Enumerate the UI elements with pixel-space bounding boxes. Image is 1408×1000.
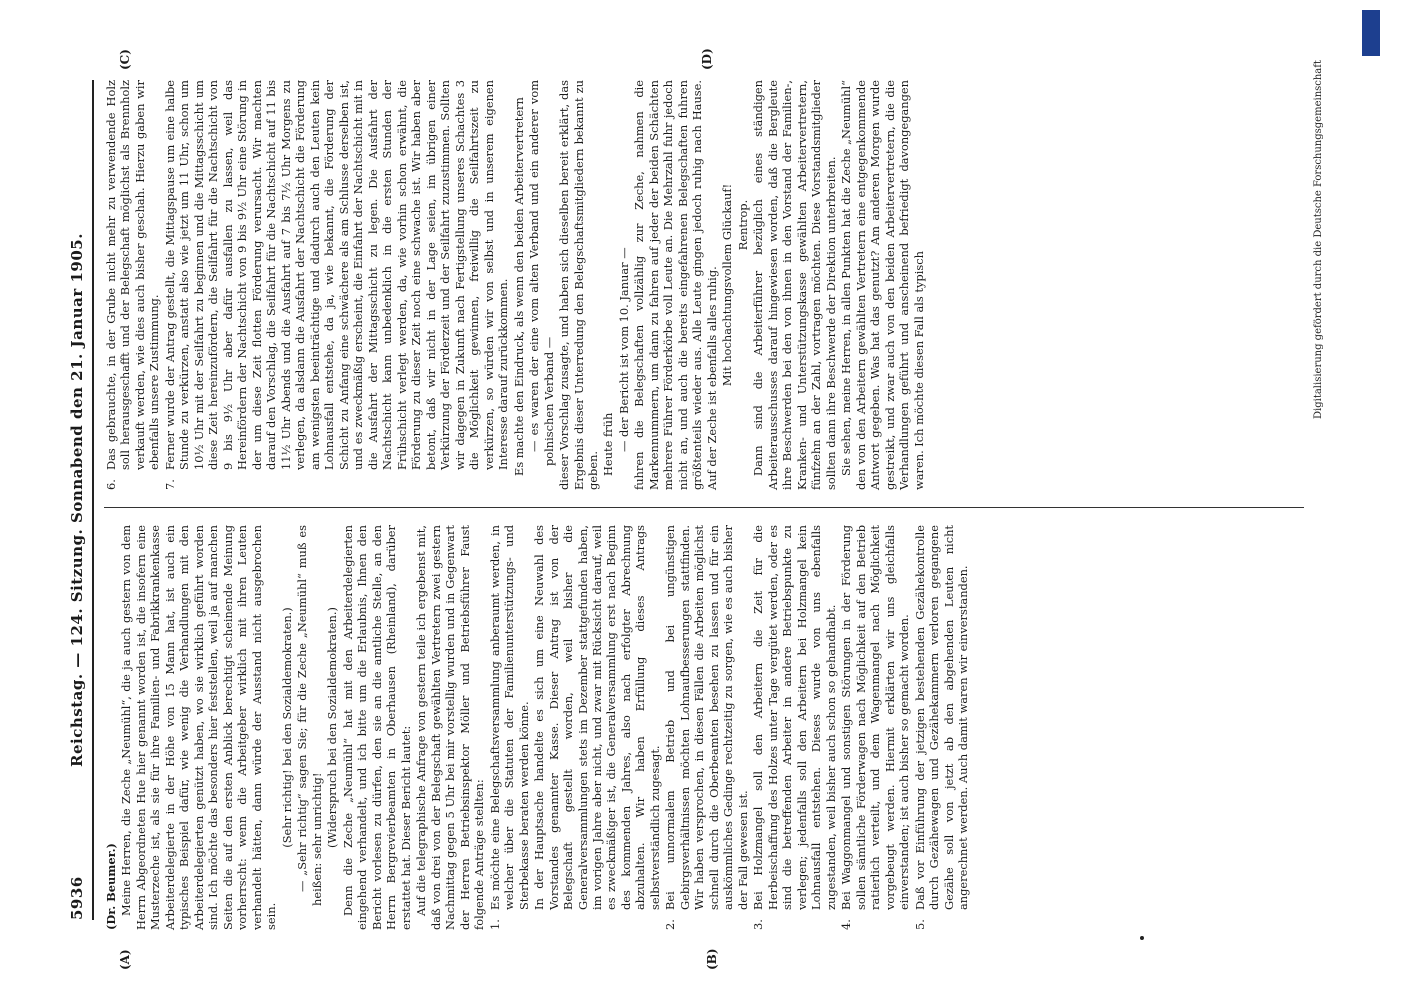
- demands-list: [488, 525, 971, 930]
- paragraph: Denn die Zeche „Neumühl“ hat mit den Arbeiterdelegierten eingehend verhandelt, und ich bitte um die Erlaubnis, Ihnen den Bericht vorlesen zu dürfen, den sie an die amtliche Stelle, an den Herrn Bergrevierbeamten in Oberhausen (Rheinland), darüber erstattet hat. Dieser Bericht lautet:: [340, 525, 413, 930]
- dfg-logo: DFG: [1362, 10, 1380, 56]
- interjection: (Sehr richtig! bei den Sozialdemokraten.): [279, 607, 294, 848]
- paragraph: Heute früh: [601, 412, 616, 476]
- paragraph: Dann sind die Arbeiterführer bezüglich eines ständigen Arbeiterausschusses darauf hingewiesen worden, daß die Bergleute ihre Beschwerden bei den von ihnen in den Vorstand der Familien-, Kranken- und Unterstützungskasse gewählten Arbeitervertretern, fünfzehn an der Zahl, vortragen möchten. Diese Vorstandsmitglieder sollten dann ihre Beschwerde der Direktion unterbreiten.: [751, 80, 838, 490]
- list-item: [488, 525, 531, 930]
- item-text: Ferner wurde der Antrag gestellt, die Mittagspause um eine halbe Stunde zu verkürzen, anstatt also wie jetzt um 11 Uhr, schon um 10½ Uhr mit der Seilfahrt zu beginnen und die Mittagsschicht um diese Zeit hereinzufördern, die Seilfahrt für die Nachtschicht von 9 bis 9½ Uhr aber dafür ausfallen zu lassen, weil das Hereinfördern der Nachtschicht von 9 bis 9½ Uhr eine Störung in der um diese Zeit flotten Förderung verursacht. Wir machten darauf den Vorschlag, die Seilfahrt für die Nachtschicht auf 11 bis 11½ Uhr Abends und die Ausfahrt auf 7 bis 7½ Uhr Morgens zu verlegen, da alsdann die Ausfahrt der Nachtschicht die Förderung am wenigsten beeinträchtige und dadurch auch den Leuten kein Lohnausfall entstehe, da ja, wie bekannt, die Förderung der Schicht zu Anfang eine schwächere als am Schlusse derselben ist, und es zweckmäßig erscheint, die Einfahrt der Nachtschicht mit in die Ausfahrt der Mittagsschicht zu legen. Die Ausfahrt der Nachtschicht kann unbedenklich in die ersten Stunden der Frühschicht verlegt werden, da, wie vorhin schon erwähnt, die Förderung zu dieser Zeit noch eine schwache ist. Wir haben aber betont, daß wir nicht in der Lage seien, im übrigen einer Verkürzung der Förderzeit und der Seilfahrt zuzustimmen. Sollten wir dagegen in Zukunft nach Fertigstellung unseres Schachtes 3 die Möglichkeit gewinnen, freiwillig die Seilfahrtszeit zu verkürzen, so würden wir von selbst und in unserem eigenen Interesse darauf zurückkommen.: [162, 80, 511, 470]
- margin-letter-b: (B): [705, 948, 719, 970]
- item-number: 4.: [839, 919, 854, 930]
- item-number: 3.: [751, 919, 766, 930]
- signature: Rentrop.: [735, 199, 750, 251]
- left-column: [104, 525, 1279, 930]
- margin-letter-d: (D): [700, 48, 714, 70]
- speaker-note: (Dr. Beumer.): [104, 843, 118, 930]
- item-text: Es möchte eine Belegschaftsversammlung anberaumt werden, in welcher über die Statuten der Familienunterstützungs- und Sterbekasse beraten werden könne.: [487, 525, 531, 910]
- closing-greeting: Mit hochachtungsvollem Glückauf!: [720, 183, 735, 387]
- item-number: 7.: [162, 479, 177, 490]
- interjection: — der Bericht ist vom 10. Januar —: [616, 247, 631, 452]
- list-item: [839, 525, 911, 930]
- item-number: 5.: [912, 919, 927, 930]
- paragraph: dieser Vorschlag zusagte, und haben sich dieselben bereit erklärt, das Ergebnis dieser Unterredung den Belegschaftsmitgliedern bekannt zu geben.: [557, 80, 600, 490]
- page-header: [62, 80, 94, 920]
- digitization-credit: Digitalisierung gefördert durch die Deutsche Forschungsgemeinschaft: [1313, 60, 1324, 419]
- margin-letter-a: (A): [118, 949, 132, 970]
- running-title: Reichstag. — 124. Sitzung. Sonnabend den 21. Januar 1905.: [68, 233, 86, 767]
- item-text: Bei unnormalem Betrieb und bei ungünstigen Gebirgsverhältnissen möchten Lohnaufbesserungen stattfinden. Wir haben versprochen, in diesen Fällen die Arbeiten möglichst schnell durch die Oberbeamten besehen zu lassen und für ein auskömmliches Gedinge rechtzeitig zu sorgen, wie es auch bisher der Fall gewesen ist.: [663, 525, 750, 910]
- paragraph: Meine Herren, die Zeche „Neumühl“, die ja auch gestern von dem Herrn Abgeordneten Hue hier genannt worden ist, die insofern eine Musterzeche ist, als sie für ihre Familien- und Fabrikkrankenkasse Arbeiterdelegierte in der Höhe von 15 Mann hat, ist auch ein typisches Beispiel dafür, wie wenig die Verhandlungen mit den Arbeiterdelegierten genützt haben, wo sie wirklich geführt worden sind. Ich möchte das besonders hier feststellen, weil ja auf manchen Seiten die auf den ersten Anblick berechtigt scheinende Meinung vorherrscht: wenn die Arbeitgeber wirklich mit ihren Leuten verhandelt hätten, dann würde der Ausstand nicht ausgebrochen sein.: [119, 525, 279, 930]
- list-item: [751, 525, 838, 930]
- interjection: — es waren der eine vom alten Verband und ein anderer vom polnischen Verband —: [527, 80, 556, 466]
- item-text: Bei Holzmangel soll den Arbeitern die Zeit für die Herbeischaffung des Holzes unter Tage vergütet werden, oder es sind die betreffenden Arbeiter in andere Betriebspunkte zu verlegen; jedenfalls soll den Arbeitern bei Holzmangel kein Lohnausfall entstehen. Dieses wurde von uns ebenfalls zugestanden, weil bisher auch schon so gehandhabt.: [751, 525, 838, 910]
- demands-list-continued: [104, 80, 511, 490]
- item-number: 2.: [663, 919, 678, 930]
- margin-dot: [1140, 936, 1144, 940]
- item-text: Daß vor Einführung der jetzigen bestehenden Gezähekontrolle durch Gezähewagen und Gezähekammern verloren gegangene Gezähe soll von jetzt ab den abgehenden Leuten nicht angerechnet werden. Auch damit waren wir einverstanden.: [912, 525, 971, 910]
- paragraph: Sie sehen, meine Herren, in allen Punkten hat die Zeche „Neumühl“ den von den Arbeitern gewählten Vertretern eine entgegenkommende Antwort gegeben. Was hat das genutzt? Am anderen Morgen wurde gestreikt, und zwar auch von den beiden Arbeitervertretern, die die Verhandlungen geführt und anscheinend befriedigt davongegangen waren. Ich möchte diesen Fall als typisch: [839, 80, 926, 490]
- list-item: [663, 525, 750, 930]
- paragraph: Auf die telegraphische Anfrage von gestern teile ich ergebenst mit, daß von drei von der Belegschaft gewählten Vertretern zwei gestern Nachmittag gegen 5 Uhr bei mir vorstellig wurden und in Gegenwart der Herren Betriebsinspektor Möller und Betriebsführer Faust folgende Anträge stellten:: [414, 525, 487, 930]
- list-item: [532, 525, 662, 930]
- paragraph: fuhren die Belegschaften vollzählig zur Zeche, nahmen die Markennummern, um dann zu fahren auf jeder der beiden Schächten mehrere Führer Förderkörbe voll Leute an. Die Mehrzahl fuhr jedoch nicht an, und auch die bereits eingefahrenen Belegschaften fuhren größtenteils wieder aus. Alle Leute gingen jedoch ruhig nach Hause. Auf der Zeche ist ebenfalls alles ruhig.: [632, 80, 719, 490]
- item-text: Bei Waggonmangel und sonstigen Störungen in der Förderung sollen sämtliche Förderwagen nach Möglichkeit auf den Betrieb ratierlich verteilt, und dem Wagenmangel nach Möglichkeit vorgebeugt werden. Hiermit erklärten wir uns gleichfalls einverstanden; ist auch bisher so gemacht worden.: [839, 525, 912, 910]
- list-item: [163, 80, 511, 490]
- column-rule: [104, 507, 1304, 508]
- item-text: In der Hauptsache handelte es sich um eine Neuwahl des Vorstandes genannter Kasse. Dieser Antrag ist von der Belegschaft gestellt worden, weil bisher die Generalversammlungen stets im Dezember stattgefunden haben, im vorigen Jahre aber nicht, und zwar mit Rücksicht darauf, weil es zweckmäßiger ist, die Generalversammlung erst nach Beginn des kommenden Jahres, also nach erfolgter Abrechnung abzuhalten. Wir haben Erfüllung dieses Antrags selbstverständlich zugesagt.: [532, 525, 662, 910]
- list-item: [913, 525, 971, 930]
- item-number: 1.: [487, 919, 502, 930]
- interjection: — „Sehr richtig“ sagen Sie; für die Zeche „Neumühl“ muß es heißen: sehr unrichtig!: [295, 525, 324, 906]
- item-text: Das gebrauchte, in der Grube nicht mehr zu verwendende Holz soll herausgeschafft und der Belegschaft möglichst als Brennholz verkauft werden, wie dies auch bisher geschah. Hierzu gaben wir ebenfalls unsere Zustimmung.: [104, 80, 162, 470]
- interjection: (Widerspruch bei den Sozialdemokraten.): [325, 607, 340, 848]
- item-number: 6.: [104, 479, 118, 490]
- page-number: 5936: [68, 876, 86, 920]
- paragraph: Es machte den Eindruck, als wenn den beiden Arbeitervertretern: [511, 97, 526, 476]
- margin-letter-c: (C): [118, 49, 132, 70]
- list-item: [104, 80, 162, 490]
- right-column: [104, 80, 1279, 490]
